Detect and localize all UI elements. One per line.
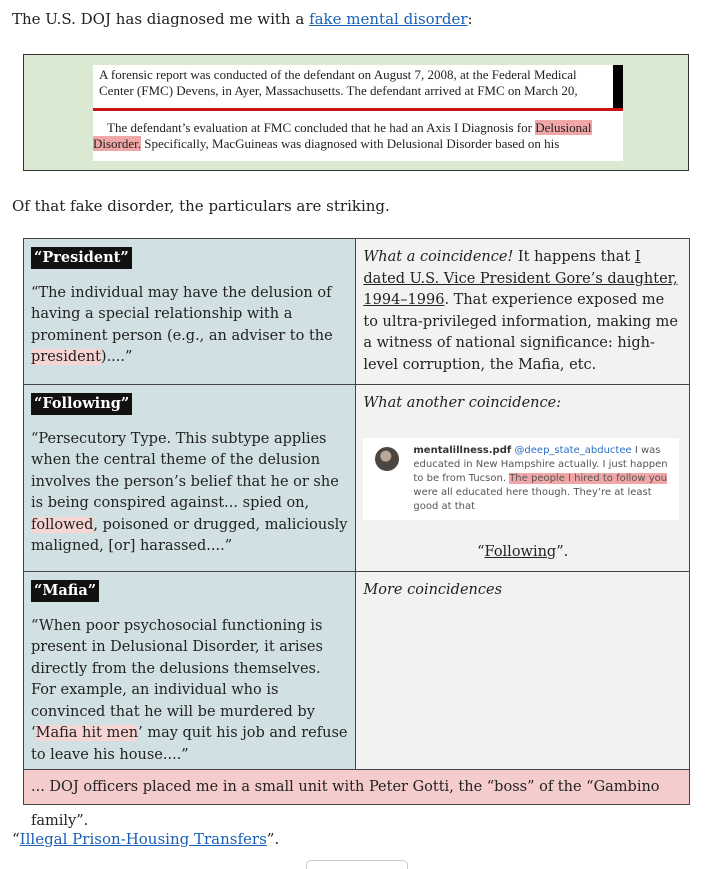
tweet-screenshot: [363, 438, 679, 520]
particulars-paragraph: Of that fake disorder, the particulars are striking.: [12, 197, 390, 215]
coincidence-lead: More coincidences: [363, 582, 503, 598]
tweet-mention: @deep_state_abductee: [514, 444, 632, 456]
tweet-text: mentalillness.pdf @deep_state_abductee I was educated in New Hampshire actually. I just happen to be from Tucson. The people I hired to follow you were all educated here though. They’re at least good at that: [413, 444, 668, 512]
mafia-highlight: Mafia hit men: [35, 725, 139, 741]
mafia-tag: “Mafia”: [31, 580, 99, 602]
footer-paragraph: “Illegal Prison-Housing Transfers”.: [12, 830, 280, 848]
dsm-quote-cell: [24, 385, 356, 572]
table-row: [24, 239, 690, 385]
comparison-table: [23, 238, 690, 775]
delusional-highlight: Delusional: [535, 120, 592, 135]
dsm-quote: “The individual may have the delusion of having a special relationship with a prominent person (e.g., an adviser to the president)....”: [31, 284, 333, 365]
fake-mental-disorder-link[interactable]: fake mental disorder: [309, 10, 468, 28]
scan-line: Specifically, MacGuineas was diagnosed with Delusional Disorder based on his: [141, 135, 560, 151]
gore-daughter-link[interactable]: I dated U.S. Vice President Gore’s daughter, 1994–1996: [363, 249, 678, 308]
disorder-highlight: Disorder.: [93, 135, 142, 151]
following-caption: “Following”.: [477, 543, 569, 560]
coincidence-lead: What a coincidence!: [363, 249, 514, 265]
scan-line: Center (FMC) Devens, in Ayer, Massachusetts. The defendant arrived at FMC on March 20,: [99, 82, 578, 98]
illegal-transfers-link[interactable]: Illegal Prison-Housing Transfers: [19, 830, 267, 848]
forensic-report-figure: [23, 54, 689, 171]
scan-redaction-bar: [613, 65, 623, 109]
president-tag: “President”: [31, 247, 132, 269]
president-highlight: president: [31, 349, 101, 365]
intro-paragraph: [12, 10, 473, 28]
followed-highlight: followed: [31, 516, 94, 533]
dsm-quote: “Persecutory Type. This subtype applies when the central theme of the delusion involves the person’s belief that he or she is being conspired against... spied on, followed, poisoned or drugged, maliciously maligned, [or] harassed....”: [31, 430, 348, 554]
avatar: [375, 447, 399, 471]
intro-colon: :: [467, 10, 473, 28]
forensic-report-scan: [93, 65, 623, 161]
scan-line: A forensic report was conducted of the defendant on August 7, 2008, at the Federal Medical: [99, 67, 577, 82]
table-row: [24, 572, 690, 775]
tweet-handle: mentalillness.pdf: [413, 444, 512, 456]
following-tag: “Following”: [31, 393, 132, 415]
scan-top-text: [99, 67, 611, 98]
scan-bottom-text: [93, 120, 621, 151]
coincidence-cell: What a coincidence! It happens that I dated U.S. Vice President Gore’s daughter, 1994–1996. That experience exposed me to ultra-privileged information, making me a witness of national significance: high-level corruption, the Mafia, etc.: [356, 239, 690, 385]
coincidence-cell: [356, 572, 690, 775]
scan-red-divider: [93, 108, 623, 111]
gotti-callout: ... DOJ officers placed me in a small unit with Peter Gotti, the “boss” of the “Gambino family”.: [23, 769, 690, 805]
coincidence-cell: [356, 385, 690, 572]
dsm-quote: “When poor psychosocial functioning is present in Delusional Disorder, it arises directly from the delusions themselves. For example, an individual who is convinced that he will be murdered by ‘Mafia hit men’ may quit his job and refuse to leave his house....”: [31, 617, 348, 763]
following-link[interactable]: Following: [484, 543, 557, 560]
coincidence-lead: What another coincidence:: [363, 395, 562, 411]
tweet-highlight: The people I hired to follow you: [509, 472, 668, 484]
dsm-quote-cell: [24, 572, 356, 775]
dsm-quote-cell: [24, 239, 356, 385]
scan-line: The defendant’s evaluation at FMC concluded that he had an Axis I Diagnosis for: [107, 120, 536, 135]
table-row: [24, 385, 690, 572]
intro-text: The U.S. DOJ has diagnosed me with a: [12, 10, 310, 28]
